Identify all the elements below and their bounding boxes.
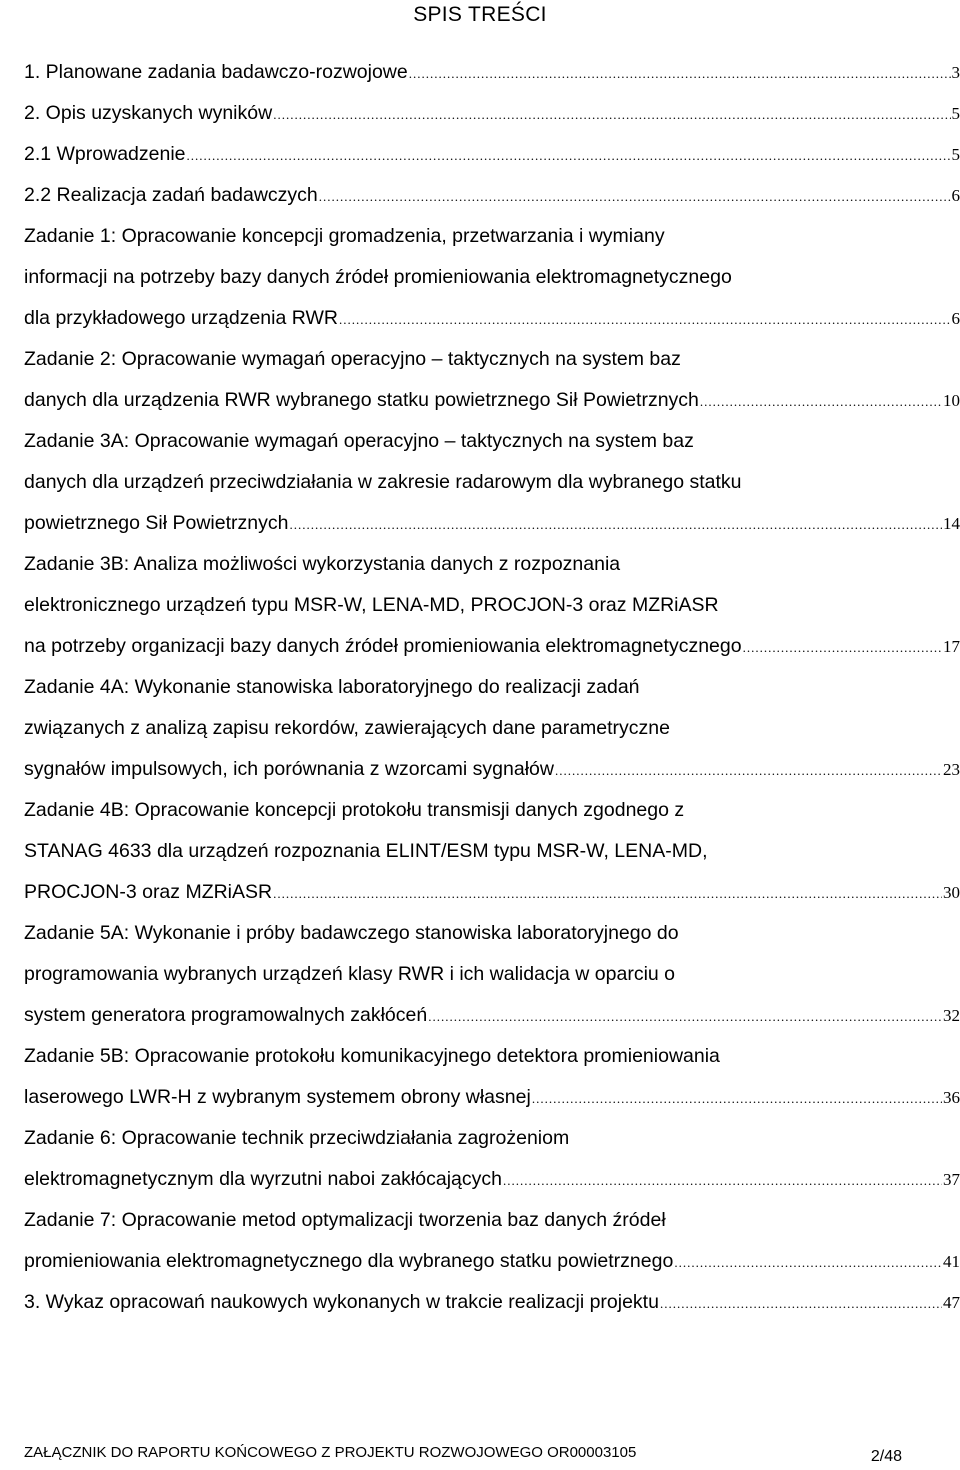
toc-entry-text: 2. Opis uzyskanych wyników — [24, 102, 273, 124]
toc-entry-line: Zadanie 4A: Wykonanie stanowiska laboratoryjnego do realizacji zadań — [24, 676, 640, 698]
toc-entry-line: danych dla urządzeń przeciwdziałania w zakresie radarowym dla wybranego statku — [24, 471, 742, 493]
toc-entry-line: Zadanie 1: Opracowanie koncepcji gromadzenia, przetwarzania i wymiany — [24, 225, 665, 247]
toc-entry-last-line — [24, 175, 960, 216]
toc-entry-last-line — [24, 1159, 960, 1200]
toc-entry-line: Zadanie 3A: Opracowanie wymagań operacyjno – taktycznych na system baz — [24, 430, 694, 452]
dot-leader — [700, 381, 942, 422]
page-footer — [24, 1444, 902, 1465]
dot-leader — [339, 299, 951, 340]
toc-entry-text: 1. Planowane zadania badawczo-rozwojowe — [24, 61, 408, 83]
toc-entry-text: powietrznego Sił Powietrznych — [24, 512, 289, 534]
toc-entry[interactable] — [24, 134, 960, 175]
toc-entry-last-line — [24, 134, 960, 175]
toc-entry-text: danych dla urządzenia RWR wybranego statku powietrznego Sił Powietrznych — [24, 389, 699, 411]
dot-leader — [555, 750, 942, 791]
toc-entry-last-line — [24, 626, 960, 667]
toc-entry-text: sygnałów impulsowych, ich porównania z wzorcami sygnałów — [24, 758, 554, 780]
toc-page-number: 41 — [943, 1252, 960, 1271]
toc-entry-text: na potrzeby organizacji bazy danych źródeł promieniowania elektromagnetycznego — [24, 635, 742, 657]
dot-leader — [674, 1242, 942, 1283]
toc-entry-text: promieniowania elektromagnetycznego dla wybranego statku powietrznego — [24, 1250, 674, 1272]
toc-entry-text: 3. Wykaz opracowań naukowych wykonanych w trakcie realizacji projektu — [24, 1291, 659, 1313]
toc-entry[interactable] — [24, 421, 960, 544]
toc-page-number: 6 — [951, 309, 960, 328]
page-title: SPIS TREŚCI — [413, 3, 547, 26]
toc-entry-text: PROCJON-3 oraz MZRiASR — [24, 881, 273, 903]
toc-entry[interactable] — [24, 1118, 960, 1200]
toc-entry[interactable] — [24, 52, 960, 93]
toc-entry-line: Zadanie 2: Opracowanie wymagań operacyjno – taktycznych na system baz — [24, 348, 681, 370]
toc-entry[interactable] — [24, 339, 960, 421]
toc-entry-line: STANAG 4633 dla urządzeń rozpoznania ELINT/ESM typu MSR-W, LENA-MD, — [24, 840, 708, 862]
toc-page-number: 32 — [943, 1006, 960, 1025]
toc-entry-last-line — [24, 503, 960, 544]
toc-entry-text: system generatora programowalnych zakłóceń — [24, 1004, 428, 1026]
toc-entry-line: Zadanie 7: Opracowanie metod optymalizacji tworzenia baz danych źródeł — [24, 1209, 666, 1231]
toc-entry-last-line — [24, 995, 960, 1036]
toc-entry[interactable] — [24, 93, 960, 134]
toc-page-number: 30 — [943, 883, 960, 902]
toc-page-number: 5 — [951, 104, 960, 123]
toc-page-number: 10 — [943, 391, 960, 410]
footer-text: ZAŁĄCZNIK DO RAPORTU KOŃCOWEGO Z PROJEKTU ROZWOJOWEGO OR00003105 — [24, 1444, 637, 1461]
dot-leader — [273, 94, 950, 135]
toc-entry-line: związanych z analizą zapisu rekordów, zawierających dane parametryczne — [24, 717, 670, 739]
table-of-contents — [24, 52, 960, 1323]
toc-entry-line: Zadanie 5B: Opracowanie protokołu komunikacyjnego detektora promieniowania — [24, 1045, 720, 1067]
toc-entry[interactable] — [24, 1282, 960, 1323]
dot-leader — [743, 627, 942, 668]
toc-entry[interactable] — [24, 175, 960, 216]
toc-page-number: 47 — [943, 1293, 960, 1312]
toc-page-number: 5 — [951, 145, 960, 164]
toc-entry[interactable] — [24, 913, 960, 1036]
toc-entry[interactable] — [24, 790, 960, 913]
toc-page-number: 23 — [943, 760, 960, 779]
dot-leader — [409, 53, 951, 94]
toc-entry-text: laserowego LWR-H z wybranym systemem obrony własnej — [24, 1086, 531, 1108]
toc-entry-text: 2.2 Realizacja zadań badawczych — [24, 184, 318, 206]
toc-entry[interactable] — [24, 667, 960, 790]
toc-entry[interactable] — [24, 1200, 960, 1282]
toc-page-number: 6 — [951, 186, 960, 205]
toc-entry[interactable] — [24, 544, 960, 667]
dot-leader — [319, 176, 951, 217]
toc-entry-line: Zadanie 5A: Wykonanie i próby badawczego stanowiska laboratoryjnego do — [24, 922, 679, 944]
toc-entry-last-line — [24, 1282, 960, 1323]
toc-page-number: 17 — [943, 637, 960, 656]
toc-page-number: 36 — [943, 1088, 960, 1107]
dot-leader — [660, 1283, 942, 1324]
toc-entry-last-line — [24, 52, 960, 93]
toc-entry[interactable] — [24, 1036, 960, 1118]
toc-entry-last-line — [24, 872, 960, 913]
dot-leader — [289, 504, 942, 545]
toc-entry-last-line — [24, 1077, 960, 1118]
toc-entry-text: 2.1 Wprowadzenie — [24, 143, 186, 165]
toc-entry-line: elektronicznego urządzeń typu MSR-W, LENA-MD, PROCJON-3 oraz MZRiASR — [24, 594, 719, 616]
toc-page-number: 14 — [943, 514, 960, 533]
dot-leader — [273, 873, 942, 914]
toc-entry-line: informacji na potrzeby bazy danych źródeł promieniowania elektromagnetycznego — [24, 266, 732, 288]
dot-leader — [187, 135, 951, 176]
toc-page-number: 37 — [943, 1170, 960, 1189]
toc-entry-line: programowania wybranych urządzeń klasy RWR i ich walidacja w oparciu o — [24, 963, 676, 985]
toc-entry[interactable] — [24, 216, 960, 339]
toc-entry-text: dla przykładowego urządzenia RWR — [24, 307, 338, 329]
dot-leader — [503, 1160, 942, 1201]
toc-entry-line: Zadanie 4B: Opracowanie koncepcji protokołu transmisji danych zgodnego z — [24, 799, 685, 821]
dot-leader — [532, 1078, 942, 1119]
footer-page-number: 2/48 — [870, 1448, 902, 1465]
dot-leader — [428, 996, 942, 1037]
toc-entry-last-line — [24, 749, 960, 790]
toc-entry-last-line — [24, 380, 960, 421]
toc-page-number: 3 — [951, 63, 960, 82]
toc-entry-line: Zadanie 3B: Analiza możliwości wykorzystania danych z rozpoznania — [24, 553, 621, 575]
toc-entry-last-line — [24, 298, 960, 339]
toc-entry-line: Zadanie 6: Opracowanie technik przeciwdziałania zagrożeniom — [24, 1127, 570, 1149]
toc-entry-text: elektromagnetycznym dla wyrzutni naboi zakłócających — [24, 1168, 502, 1190]
toc-entry-last-line — [24, 93, 960, 134]
toc-entry-last-line — [24, 1241, 960, 1282]
